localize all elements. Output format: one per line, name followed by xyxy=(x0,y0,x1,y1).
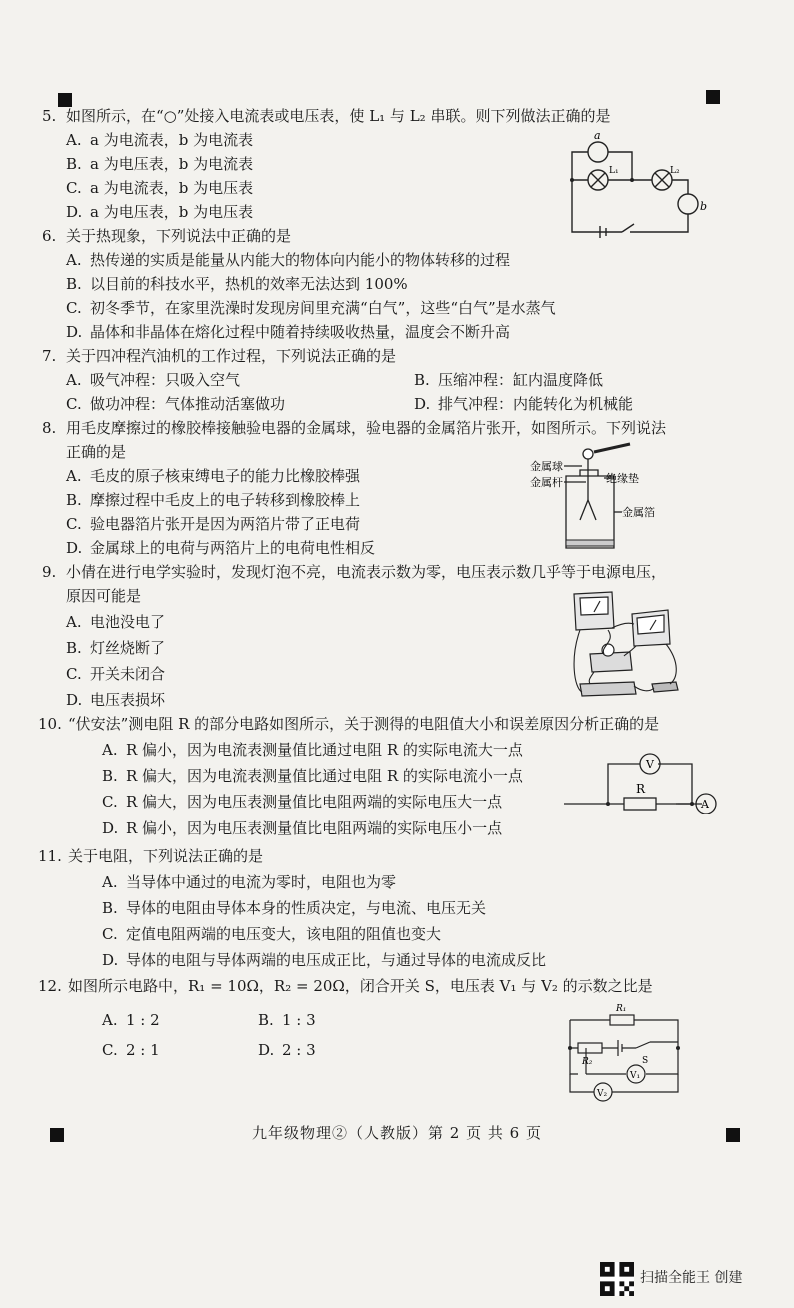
page-footer: 九年级物理②（人教版）第 2 页 共 6 页 xyxy=(252,1124,542,1142)
question-10-circuit-figure xyxy=(560,748,720,814)
figure-10-label-v: V xyxy=(646,758,654,771)
question-6-option-a: A. 热传递的实质是能量从内能大的物体向内能小的物体转移的过程 xyxy=(66,251,511,269)
figure-12-label-r2: R₂ xyxy=(582,1057,593,1067)
figure-12-label-s: S xyxy=(642,1056,649,1066)
figure-8-label-foil: 金属箔 xyxy=(622,506,655,519)
question-11-option-a: A. 当导体中通过的电流为零时，电阻也为零 xyxy=(102,873,397,891)
question-6-stem: 6. 关于热现象，下列说法中正确的是 xyxy=(42,227,292,245)
question-12-stem: 12. 如图所示电路中，R₁ = 10Ω，R₂ = 20Ω，闭合开关 S，电压表 V₁ 与 V₂ 的示数之比是 xyxy=(38,977,653,995)
scanner-watermark: 扫描全能王 创建 xyxy=(640,1270,743,1286)
figure-8-label-ball: 金属球 xyxy=(530,460,563,473)
question-12-option-a: A. 1 : 2 xyxy=(102,1011,160,1029)
question-7-option-d: D. 排气冲程：内能转化为机械能 xyxy=(414,395,634,413)
question-6-option-d: D. 晶体和非晶体在熔化过程中随着持续吸收热量，温度会不断升高 xyxy=(66,323,511,341)
question-9-option-b: B. 灯丝烧断了 xyxy=(66,639,166,657)
figure-12-label-v1: V₁ xyxy=(630,1071,641,1081)
figure-5-label-a: a xyxy=(594,129,601,142)
question-12-option-b: B. 1 : 3 xyxy=(258,1011,316,1029)
question-11-stem: 11. 关于电阻，下列说法正确的是 xyxy=(38,847,264,865)
question-8-electroscope-figure xyxy=(530,440,670,552)
question-8-stem: 8. 用毛皮摩擦过的橡胶棒接触验电器的金属球，验电器的金属箔片张开，如图所示。下列说法 xyxy=(42,419,667,437)
question-12-option-d: D. 2 : 3 xyxy=(258,1041,316,1059)
question-12-circuit-figure xyxy=(560,1000,690,1106)
figure-8-label-rod: 金属杆 xyxy=(530,476,563,489)
question-8-option-b: B. 摩擦过程中毛皮上的电子转移到橡胶棒上 xyxy=(66,491,361,509)
figure-5-label-b: b xyxy=(700,200,708,213)
question-5-circuit-figure xyxy=(560,128,710,244)
question-6-option-c: C. 初冬季节，在家里洗澡时发现房间里充满“白气”，这些“白气”是水蒸气 xyxy=(66,299,556,317)
figure-5-label-l2: L₂ xyxy=(670,166,680,176)
question-11-option-c: C. 定值电阻两端的电压变大，该电阻的阻值也变大 xyxy=(102,925,442,943)
question-9-stem: 9. 小倩在进行电学实验时，发现灯泡不亮，电流表示数为零，电压表示数几乎等于电源电压， xyxy=(42,563,667,581)
question-6-option-b: B. 以目前的科技水平，热机的效率无法达到 100% xyxy=(66,275,408,293)
qr-code-icon xyxy=(600,1262,634,1296)
question-7-option-c: C. 做功冲程：气体推动活塞做功 xyxy=(66,395,286,413)
question-7-option-b: B. 压缩冲程：缸内温度降低 xyxy=(414,371,604,389)
question-10-option-b: B. R 偏大，因为电流表测量值比通过电阻 R 的实际电流小一点 xyxy=(102,767,523,785)
registration-mark-top-right xyxy=(706,90,720,104)
question-10-option-a: A. R 偏小，因为电流表测量值比通过电阻 R 的实际电流大一点 xyxy=(102,741,523,759)
question-5-option-c: C. a 为电流表，b 为电压表 xyxy=(66,179,254,197)
question-10-option-d: D. R 偏小，因为电压表测量值比电阻两端的实际电压小一点 xyxy=(102,819,503,837)
question-5-option-d: D. a 为电压表，b 为电压表 xyxy=(66,203,254,221)
question-11-option-b: B. 导体的电阻由导体本身的性质决定，与电流、电压无关 xyxy=(102,899,487,917)
figure-10-label-a: A xyxy=(701,798,709,811)
question-9-stem-continued: 原因可能是 xyxy=(66,587,142,605)
question-7-option-a: A. 吸气冲程：只吸入空气 xyxy=(66,371,241,389)
question-5-option-a: A. a 为电流表，b 为电流表 xyxy=(66,131,254,149)
question-11-option-d: D. 导体的电阻与导体两端的电压成正比，与通过导体的电流成反比 xyxy=(102,951,547,969)
question-8-stem-continued: 正确的是 xyxy=(66,443,127,461)
question-8-option-d: D. 金属球上的电荷与两箔片上的电荷电性相反 xyxy=(66,539,376,557)
question-7-stem: 7. 关于四冲程汽油机的工作过程，下列说法正确的是 xyxy=(42,347,397,365)
question-5-option-b: B. a 为电压表，b 为电流表 xyxy=(66,155,254,173)
question-9-option-c: C. 开关未闭合 xyxy=(66,665,166,683)
question-8-option-a: A. 毛皮的原子核束缚电子的能力比橡胶棒强 xyxy=(66,467,361,485)
question-10-stem: 10. “伏安法”测电阻 R 的部分电路如图所示，关于测得的电阻值大小和误差原因分析正确的是 xyxy=(38,715,660,733)
question-5-stem: 5. 如图所示，在“○”处接入电流表或电压表，使 L₁ 与 L₂ 串联。则下列做法正确的是 xyxy=(42,107,611,125)
question-8-option-c: C. 验电器箔片张开是因为两箔片带了正电荷 xyxy=(66,515,361,533)
question-10-option-c: C. R 偏大，因为电压表测量值比电阻两端的实际电压大一点 xyxy=(102,793,503,811)
question-9-apparatus-figure xyxy=(560,588,690,706)
figure-10-label-r: R xyxy=(636,782,646,796)
figure-12-label-r1: R₁ xyxy=(616,1004,627,1014)
question-9-option-a: A. 电池没电了 xyxy=(66,613,166,631)
figure-5-label-l1: L₁ xyxy=(609,166,619,176)
question-9-option-d: D. 电压表损坏 xyxy=(66,691,166,709)
figure-12-label-v2: V₂ xyxy=(597,1089,608,1099)
figure-8-label-insulator: 绝缘垫 xyxy=(606,472,639,485)
question-12-option-c: C. 2 : 1 xyxy=(102,1041,160,1059)
